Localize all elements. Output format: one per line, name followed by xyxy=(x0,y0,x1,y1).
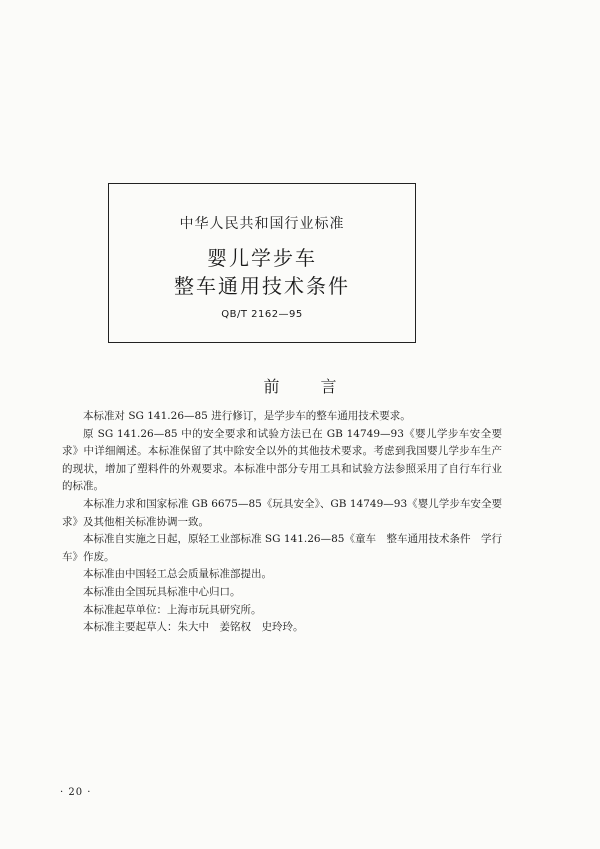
foreword-heading: 前 言 xyxy=(263,377,355,396)
foreword-paragraph: 本标准由中国轻工总会质量标准部提出。 xyxy=(83,568,272,581)
foreword-paragraph: 本标准力求和国家标准 GB 6675—85《玩具安全》、GB 14749—93《婴儿学步车安全要求》及其他相关标准协调一致。 xyxy=(62,497,502,528)
standard-issuer: 中华人民共和国行业标准 xyxy=(179,216,345,232)
foreword-body xyxy=(62,408,502,637)
foreword-paragraph: 本标准自实施之日起，原轻工业部标准 SG 141.26—85《童车 整车通用技术条件 学行车》作废。 xyxy=(62,533,502,563)
page-number: · 20 · xyxy=(60,787,92,798)
foreword-paragraph: 原 SG 141.26—85 中的安全要求和试验方法已在 GB 14749—93《婴儿学步车安全要求》中详细阐述。本标准保留了其中除安全以外的其他技术要求。考虑到我国婴儿学步车生产的现状，增加了塑料件的外观要求。本标准中部分专用工具和试验方法参照采用了自行车行业的标准。 xyxy=(62,427,502,493)
document-title-line1: 婴儿学步车 xyxy=(207,246,317,270)
foreword-paragraph: 本标准由全国玩具标准中心归口。 xyxy=(83,585,241,598)
foreword-paragraph: 本标准起草单位：上海市玩具研究所。 xyxy=(83,603,262,616)
foreword-paragraph: 本标准对 SG 141.26—85 进行修订，是学步车的整车通用技术要求。 xyxy=(83,410,411,422)
foreword-paragraph: 本标准主要起草人：朱大中 姜铭权 史玲玲。 xyxy=(83,621,304,634)
standard-title-box xyxy=(108,183,416,343)
document-title-line2: 整车通用技术条件 xyxy=(174,274,350,298)
standard-code: QB/T 2162—95 xyxy=(221,309,303,320)
